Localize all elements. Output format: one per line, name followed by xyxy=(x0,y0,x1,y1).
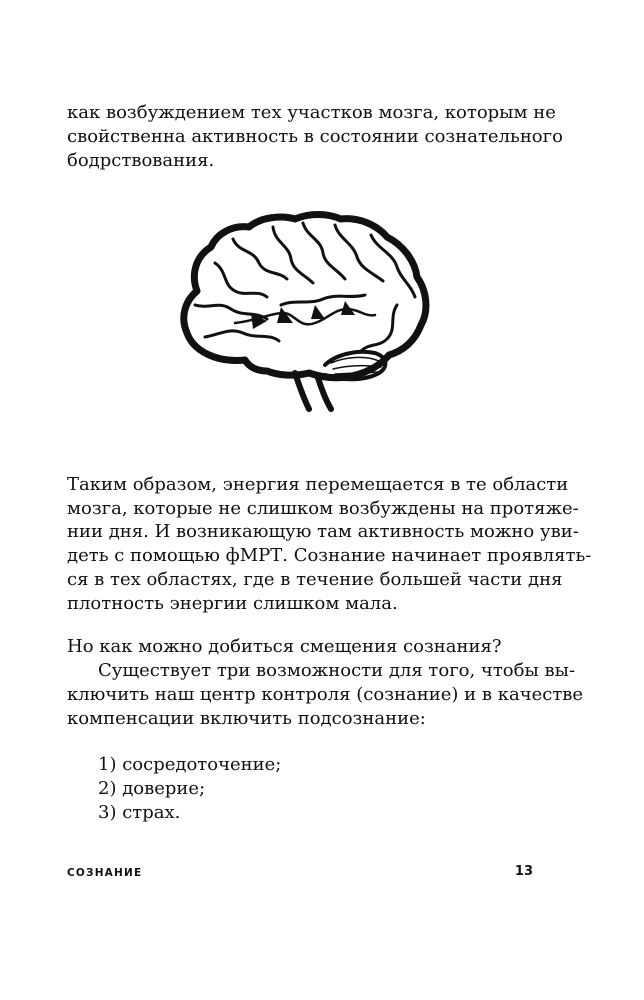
arrow-icon xyxy=(311,305,325,319)
text-line: Таким образом, энергия перемещается в те области xyxy=(67,474,569,495)
text-line: деть с помощью фМРТ. Сознание начинает проявлять- xyxy=(67,545,592,566)
question-line: Но как можно добиться смещения сознания? xyxy=(67,636,502,657)
text-line: нии дня. И возникающую там активность можно уви- xyxy=(67,521,579,542)
text-line: ся в тех областях, где в течение большей части дня xyxy=(67,569,563,590)
page-number: 13 xyxy=(514,864,533,879)
text-line: компенсации включить подсознание: xyxy=(67,708,426,729)
text-line: бодрствования. xyxy=(67,150,215,171)
gyri-lines xyxy=(195,223,415,351)
text-line: плотность энергии слишком мала. xyxy=(67,593,398,614)
list-item: 2) доверие; xyxy=(98,778,206,799)
text-line: Существует три возможности для того, чтобы вы- xyxy=(98,660,576,681)
brain-illustration xyxy=(175,205,437,415)
text-line: свойственна активность в состоянии сознательного xyxy=(67,126,563,147)
list-item: 3) страх. xyxy=(98,802,181,823)
text-line: мозга, которые не слишком возбуждены на протяже- xyxy=(67,498,579,519)
running-footer-title: СОЗНАНИЕ xyxy=(67,867,143,879)
text-line: как возбуждением тех участков мозга, которым не xyxy=(67,102,556,123)
brain-outline xyxy=(184,215,426,378)
text-line: ключить наш центр контроля (сознание) и в качестве xyxy=(67,684,584,705)
list-item: 1) сосредоточение; xyxy=(98,754,282,775)
arrow-icon xyxy=(341,301,355,315)
